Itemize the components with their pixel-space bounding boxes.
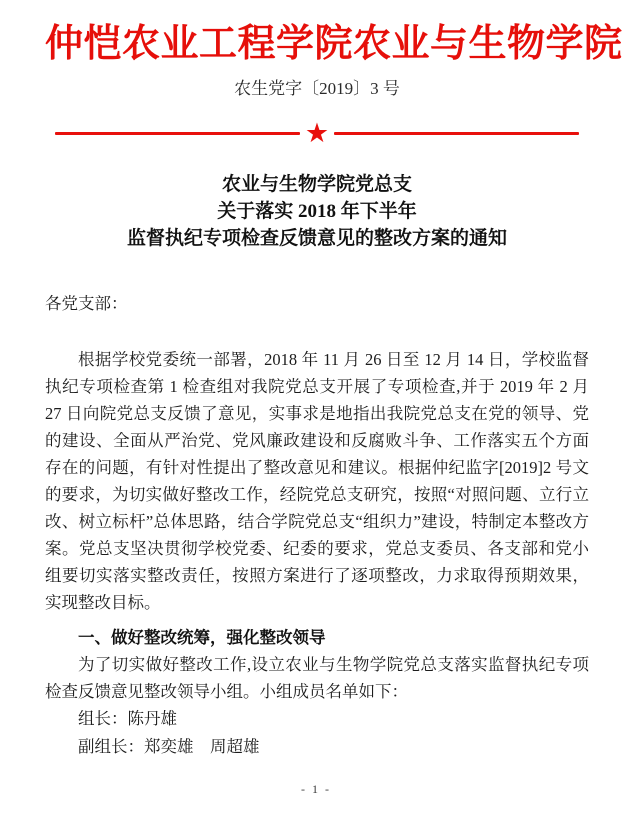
doc-number: 农生党字〔2019〕3 号 <box>234 79 400 98</box>
salutation: 各党支部： <box>45 294 128 313</box>
leader-line: 组长：陈丹雄 <box>78 709 177 728</box>
divider-rule-left <box>55 132 300 135</box>
notice-title-line-1: 农业与生物学院党总支 <box>221 174 412 195</box>
star-icon: ★ <box>304 117 330 148</box>
divider-rule-right <box>334 132 579 135</box>
section-heading-1: 一、做好整改统筹，强化整改领导 <box>78 628 326 647</box>
notice-title-line-2: 关于落实 2018 年下半年 <box>217 201 417 222</box>
paragraph-leading-group: 为了切实做好整改工作,设立农业与生物学院党总支落实监督执纪专项检查反馈意见整改领导小组。小组成员名单如下： <box>45 655 589 701</box>
org-header-title: 仲恺农业工程学院农业与生物学院 <box>45 23 623 65</box>
notice-title-line-3: 监督执纪专项检查反馈意见的整改方案的通知 <box>126 228 507 249</box>
page-number: - 1 - <box>301 782 331 796</box>
notice-title <box>45 171 589 252</box>
paragraph-background: 根据学校党委统一部署，2018 年 11 月 26 日至 12 月 14 日，学校监督执纪专项检查第 1 检查组对我院党总支开展了专项检查,并于 2019 年 2 月 27 日向院党总支反馈了意见，实事求是地指出我院党总支在党的领导、党的建设、全面从严治党、党风廉政建设和反腐败斗争、工作落实五个方面存在的问题，有针对性提出了整改意见和建议。根据仲纪监字[2019]2 号文的要求，为切实做好整改工作，经院党总支研究，按照“对照问题、立行立改、树立标杆”总体思路，结合学院党总支“组织力”建设，特制定本整改方案。党总支坚决贯彻学校党委、纪委的要求，党总支委员、各支部和党小组要切实落实整改责任，按照方案进行了逐项整改，力求取得预期效果，实现整改目标。 <box>45 350 589 612</box>
deputy-leader-line: 副组长：郑奕雄 周超雄 <box>78 737 260 756</box>
red-divider <box>45 119 589 147</box>
